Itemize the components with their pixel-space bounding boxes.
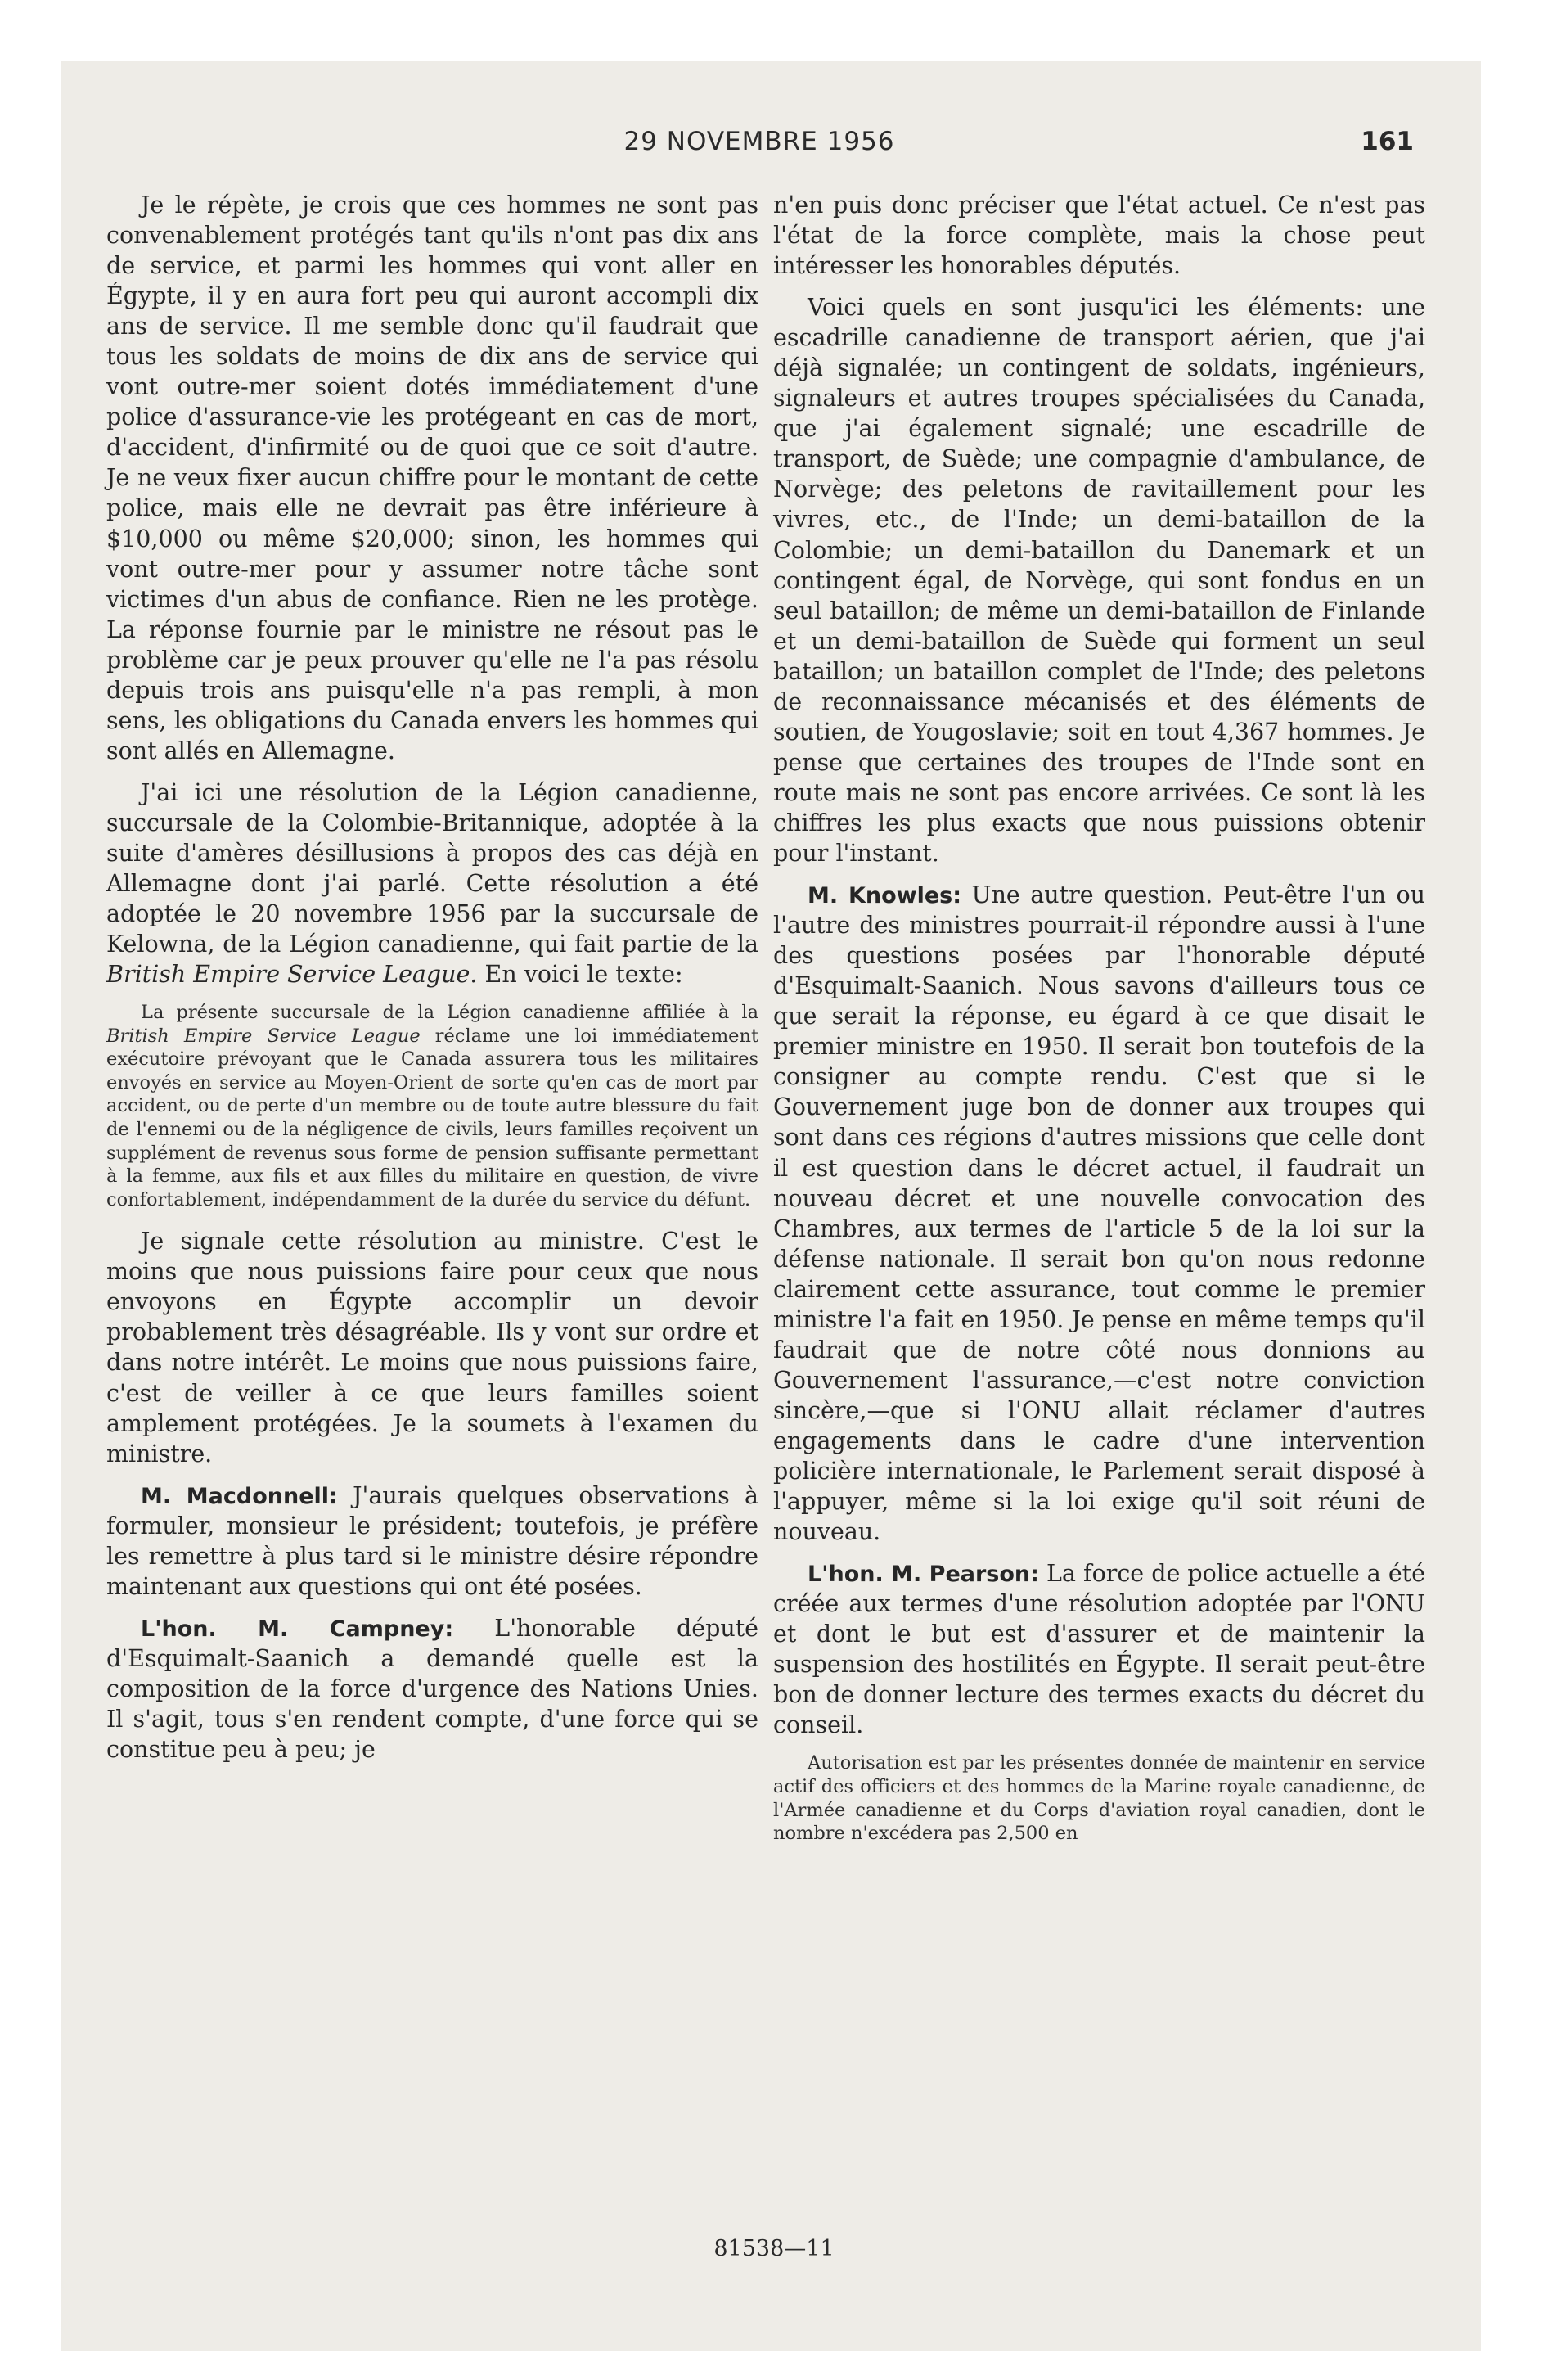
paragraph-text: En voici le texte: <box>484 961 683 989</box>
italic-organization-name: British Empire Service League. <box>106 961 478 989</box>
speech-text: Une autre question. Peut-être l'un ou l'autre des ministres pourrait-il répondre aussi à l'une des questions posées par l'honorable député d'Esquimalt-Saanich. Nous savons d'ailleurs tous ce que serait la réponse, eu égard à ce que disait le premier ministre en 1950. Il serait bon toutefois de la consigner au compte rendu. C'est que si le Gouvernement juge bon de donner aux troupes qui sont dans ces régions d'autres missions que celle dont il est question dans le décret actuel, il faudrait un nouveau décret et une nouvelle convocation des Chambres, aux termes de l'article 5 de la loi sur la défense nationale. Il serait bon qu'on nous redonne clairement cette assurance, tout comme le premier ministre l'a fait en 1950. Je pense en même temps qu'il faudrait que de notre côté nous donnions au Gouvernement l'assurance,—c'est notre conviction sincère,—que si l'ONU allait réclamer d'autres engagements dans le cadre d'une intervention policière internationale, le Parlement serait disposé à l'appuyer, même si la loi exige qu'il soit réuni de nouveau. <box>773 881 1425 1546</box>
speaker-name: M. Macdonnell: <box>141 1483 338 1509</box>
italic-organization-name: British Empire Service League <box>106 1025 421 1047</box>
header-date: 29 NOVEMBRE 1956 <box>623 127 895 156</box>
speech-text: J'aurais quelques observations à formuler, monsieur le président; toutefois, je préfère les remettre à plus tard si le ministre désire répondre maintenant aux questions qui ont été posées. <box>106 1481 758 1600</box>
speech-paragraph <box>773 880 1425 1547</box>
page-header <box>105 127 1414 168</box>
right-column <box>773 190 1425 1846</box>
speech-text: La force de police actuelle a été créée aux termes d'une résolution adoptée par l'ONU et dont le but est d'assurer et de maintenir la suspension des hostilités en Égypte. Il serait peut-être bon de donner lecture des termes exacts du décret du conseil. <box>773 1560 1426 1739</box>
left-column <box>106 190 758 1776</box>
paragraph: n'en puis donc préciser que l'état actuel. Ce n'est pas l'état de la force complète, mais la chose peut intéresser les honorables députés. <box>773 192 1425 280</box>
paragraph: Voici quels en sont jusqu'ici les éléments: une escadrille canadienne de transport aérien, que j'ai déjà signalée; un contingent de soldats, ingénieurs, signaleurs et autres troupes spécialisées du Canada, que j'ai également signalé; une escadrille de transport, de Suède; une compagnie d'ambulance, de Norvège; des peletons de ravitaillement pour les vivres, etc., de l'Inde; un demi-bataillon de la Colombie; un demi-bataillon du Danemark et un contingent égal, de Norvège, qui sont fondus en un seul bataillon; de même un demi-bataillon de Finlande et un demi-bataillon de Suède qui forment un seul bataillon; un bataillon complet de l'Inde; des peletons de reconnaissance mécanisés et des éléments de soutien, de Yougoslavie; soit en tout 4,367 hommes. Je pense que certaines des troupes de l'Inde sont en route mais ne sont pas encore arrivées. Ce sont là les chiffres les plus exacts que nous puissions obtenir pour l'instant. <box>773 294 1425 867</box>
paragraph: Je signale cette résolution au ministre. C'est le moins que nous puissions faire pour ceux que nous envoyons en Égypte accomplir un devoir probablement très désagréable. Ils y vont sur ordre et dans notre intérêt. Le moins que nous puissions faire, c'est de veiller à ce que leurs familles soient amplement protégées. Je la soumets à l'examen du ministre. <box>106 1228 758 1467</box>
speech-paragraph <box>773 1558 1425 1740</box>
speech-paragraph <box>106 1481 758 1602</box>
paragraph-text: J'ai ici une résolution de la Légion canadienne, succursale de la Colombie-Britannique, adoptée à la suite d'amères désillusions à propos des cas déjà en Allemagne dont j'ai parlé. Cette résolution a été adoptée le 20 novembre 1956 par la succursale de Kelowna, de la Légion canadienne, qui fait partie de la <box>106 778 758 958</box>
speaker-name: L'hon. M. Campney: <box>141 1616 454 1642</box>
printer-signature: 81538—11 <box>713 2236 835 2261</box>
quoted-resolution <box>106 1001 758 1211</box>
paragraph <box>106 778 758 989</box>
quoted-order-in-council: Autorisation est par les présentes donnée de maintenir en service actif des officiers et des hommes de la Marine royale canadienne, de l'Armée canadienne et du Corps d'aviation royal canadien, dont le nombre n'excédera pas 2,500 en <box>773 1752 1425 1845</box>
speaker-name: L'hon. M. Pearson: <box>808 1562 1039 1588</box>
page-number: 161 <box>1361 127 1414 156</box>
speech-text: L'honorable député d'Esquimalt-Saanich a demandé quelle est la composition de la force d'urgence des Nations Unies. Il s'agit, tous s'en rendent compte, d'une force qui se constitue peu à peu; je <box>106 1614 759 1764</box>
speech-paragraph <box>106 1613 758 1765</box>
quote-text: La présente succursale de la Légion canadienne affiliée à la <box>141 1002 758 1024</box>
quote-text: réclame une loi immédiatement exécutoire prévoyant que le Canada assurera tous les militaires envoyés en service au Moyen-Orient de sorte qu'en cas de mort par accident, ou de perte d'un membre ou de toute autre blessure du fait de l'ennemi ou de la négligence de civils, leurs familles reçoivent un supplément de revenus sous forme de pension suffisante permettant à la femme, aux fils et aux filles du militaire en question, de vivre confortablement, indépendamment de la durée du service du défunt. <box>106 1025 758 1210</box>
speaker-name: M. Knowles: <box>808 883 962 909</box>
paragraph: Je le répète, je crois que ces hommes ne sont pas convenablement protégés tant qu'ils n'ont pas dix ans de service, et parmi les hommes qui vont aller en Égypte, il y en aura fort peu qui auront accompli dix ans de service. Il me semble donc qu'il faudrait que tous les soldats de moins de dix ans de service qui vont outre-mer soient dotés immédiatement d'une police d'assurance-vie les protégeant en cas de mort, d'accident, d'infirmité ou de quoi que ce soit d'autre. Je ne veux fixer aucun chiffre pour le montant de cette police, mais elle ne devrait pas être inférieure à $10,000 ou même $20,000; sinon, les hommes qui vont outre-mer pour y assumer notre tâche sont victimes d'un abus de confiance. Rien ne les protège. La réponse fournie par le ministre ne résout pas le problème car je peux prouver qu'elle ne l'a pas résolu depuis trois ans puisqu'elle n'a pas rempli, à mon sens, les obligations du Canada envers les hommes qui sont allés en Allemagne. <box>106 192 758 764</box>
